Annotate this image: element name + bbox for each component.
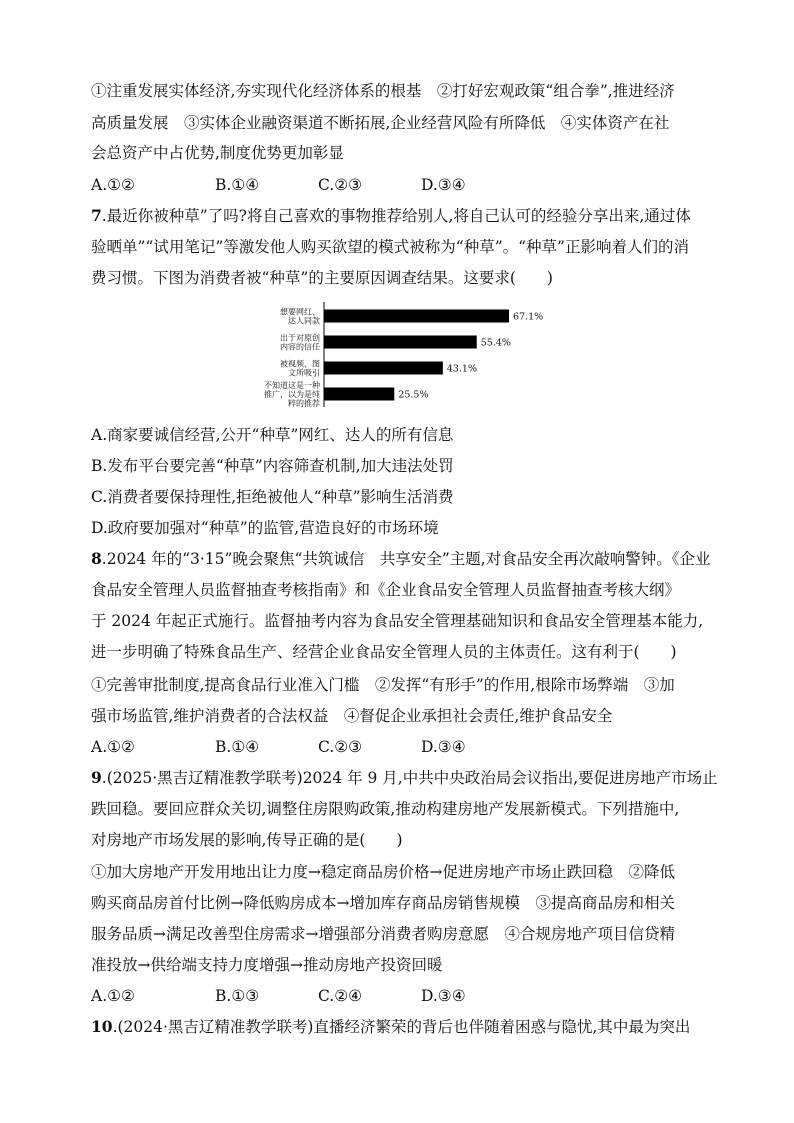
q6-line-3: 会总资产中占优势,制度优势更加彰显 bbox=[91, 144, 344, 162]
q7-choice-c[interactable]: C.消费者要保持理性,拒绝被他人“种草”影响生活消费 bbox=[91, 488, 454, 506]
chart-value-label-1: 55.4% bbox=[480, 337, 511, 349]
q8-option-b[interactable]: B.①④ bbox=[215, 738, 260, 756]
q8-line-5: ①完善审批制度,提高食品行业准入门槛 ②发挥“有形手”的作用,根除市场弊端 ③加 bbox=[91, 676, 675, 694]
q7-line-1 bbox=[91, 206, 691, 226]
q8-line-6: 强市场监管,维护消费者的合法权益 ④督促企业承担社会责任,维护食品安全 bbox=[91, 707, 613, 725]
q8-option-d[interactable]: D.③④ bbox=[421, 738, 466, 756]
chart-category-label-2: 被视频、图文所吸引 bbox=[280, 359, 320, 378]
q9-line-4: ①加大房地产开发用地出让力度→稳定商品房价格→促进房地产市场止跌回稳 ②降低 bbox=[91, 863, 675, 881]
q9-option-c[interactable]: C.②④ bbox=[318, 987, 363, 1005]
q8-option-a[interactable]: A.①② bbox=[91, 738, 135, 756]
q6-line-2: 高质量发展 ③实体企业融资渠道不断拓展,企业经营风险有所降低 ④实体资产在社 bbox=[91, 114, 670, 132]
q8-option-c[interactable]: C.②③ bbox=[318, 738, 363, 756]
chart-bar-0 bbox=[324, 310, 509, 323]
q6-option-d[interactable]: D.③④ bbox=[421, 176, 466, 194]
q6-option-b[interactable]: B.①④ bbox=[215, 176, 260, 194]
q10-line-1-text: .(2024·黑吉辽精准教学联考)直播经济繁荣的背后也伴随着困惑与隐忧,其中最为突出 bbox=[112, 1018, 691, 1036]
q7-choice-d[interactable]: D.政府要加强对“种草”的监管,营造良好的市场环境 bbox=[91, 519, 439, 537]
q6-option-c[interactable]: C.②③ bbox=[318, 176, 363, 194]
chart-bar-1 bbox=[324, 336, 477, 349]
chart-category-label-1: 出于对原创内容的信任 bbox=[280, 333, 320, 352]
q9-line-1 bbox=[91, 768, 718, 788]
q7-line-2: 验晒单”“试用笔记”等激发他人购买欲望的模式被称为“种草”。“种草”正影响着人们的消 bbox=[91, 238, 689, 256]
q9-option-b[interactable]: B.①③ bbox=[215, 987, 260, 1005]
chart-bar-3 bbox=[324, 388, 394, 401]
q7-choice-a[interactable]: A.商家要诚信经营,公开“种草”网红、达人的所有信息 bbox=[91, 426, 454, 444]
chart-value-label-0: 67.1% bbox=[513, 311, 544, 323]
q8-line-1 bbox=[91, 549, 711, 569]
q7-number: 7 bbox=[91, 206, 102, 225]
q9-line-1-text: .(2025·黑吉辽精准教学联考)2024 年 9 月,中共中央政治局会议指出,要促进房地产市场止 bbox=[101, 769, 718, 787]
consumer-reasons-bar-chart bbox=[240, 300, 560, 418]
chart-category-label-3: 不知道这是一种推广，以为是纯粹的推荐 bbox=[264, 381, 320, 408]
q7-choice-b[interactable]: B.发布平台要完善“种草”内容筛查机制,加大违法处罚 bbox=[91, 457, 454, 475]
q9-line-5: 购买商品房首付比例→降低购房成本→增加库存商品房销售规模 ③提高商品房和相关 bbox=[91, 894, 675, 912]
chart-category-label-0: 想要网红、达人同款 bbox=[280, 307, 320, 326]
q7-line-1-text: .最近你被种草”了吗?将自己喜欢的事物推荐给别人,将自己认可的经验分享出来,通过体 bbox=[101, 207, 691, 225]
chart-bar-2 bbox=[324, 362, 443, 375]
q9-option-d[interactable]: D.③④ bbox=[421, 987, 466, 1005]
q7-line-3: 费习惯。下图为消费者被“种草”的主要原因调查结果。这要求( ) bbox=[91, 269, 553, 287]
q9-line-7: 准投放→供给端支持力度增强→推动房地产投资回暖 bbox=[91, 956, 443, 974]
q8-line-3: 于 2024 年起正式施行。监督抽考内容为食品安全管理基础知识和食品安全管理基本能力, bbox=[91, 612, 704, 630]
q8-number: 8 bbox=[91, 549, 102, 568]
chart-value-label-2: 43.1% bbox=[446, 363, 478, 375]
q8-line-1-text: .2024 年的“3·15”晚会聚焦“共筑诚信 共享安全”主题,对食品安全再次敲响警钟。《企业 bbox=[101, 550, 711, 568]
q9-line-3: 对房地产市场发展的影响,传导正确的是( ) bbox=[91, 831, 403, 849]
q9-line-2: 跌回稳。要回应群众关切,调整住房限购政策,推动构建房地产发展新模式。下列措施中, bbox=[91, 800, 680, 818]
q10-number: 10 bbox=[91, 1017, 113, 1036]
q9-number: 9 bbox=[91, 768, 102, 787]
chart-value-label-3: 25.5% bbox=[398, 389, 429, 401]
q6-line-1: ①注重发展实体经济,夯实现代化经济体系的根基 ②打好宏观政策“组合拳”,推进经济 bbox=[91, 82, 675, 100]
q8-line-2: 食品安全管理人员监督抽查考核指南》和《企业食品安全管理人员监督抽查考核大纲》 bbox=[91, 581, 681, 599]
q9-option-a[interactable]: A.①② bbox=[91, 987, 135, 1005]
q8-line-4: 进一步明确了特殊食品生产、经营企业食品安全管理人员的主体责任。这有利于( ) bbox=[91, 643, 677, 661]
q10-line-1 bbox=[91, 1017, 690, 1037]
q6-option-a[interactable]: A.①② bbox=[91, 176, 135, 194]
q9-line-6: 服务品质→满足改善型住房需求→增强部分消费者购房意愿 ④合规房地产项目信贷精 bbox=[91, 925, 675, 943]
